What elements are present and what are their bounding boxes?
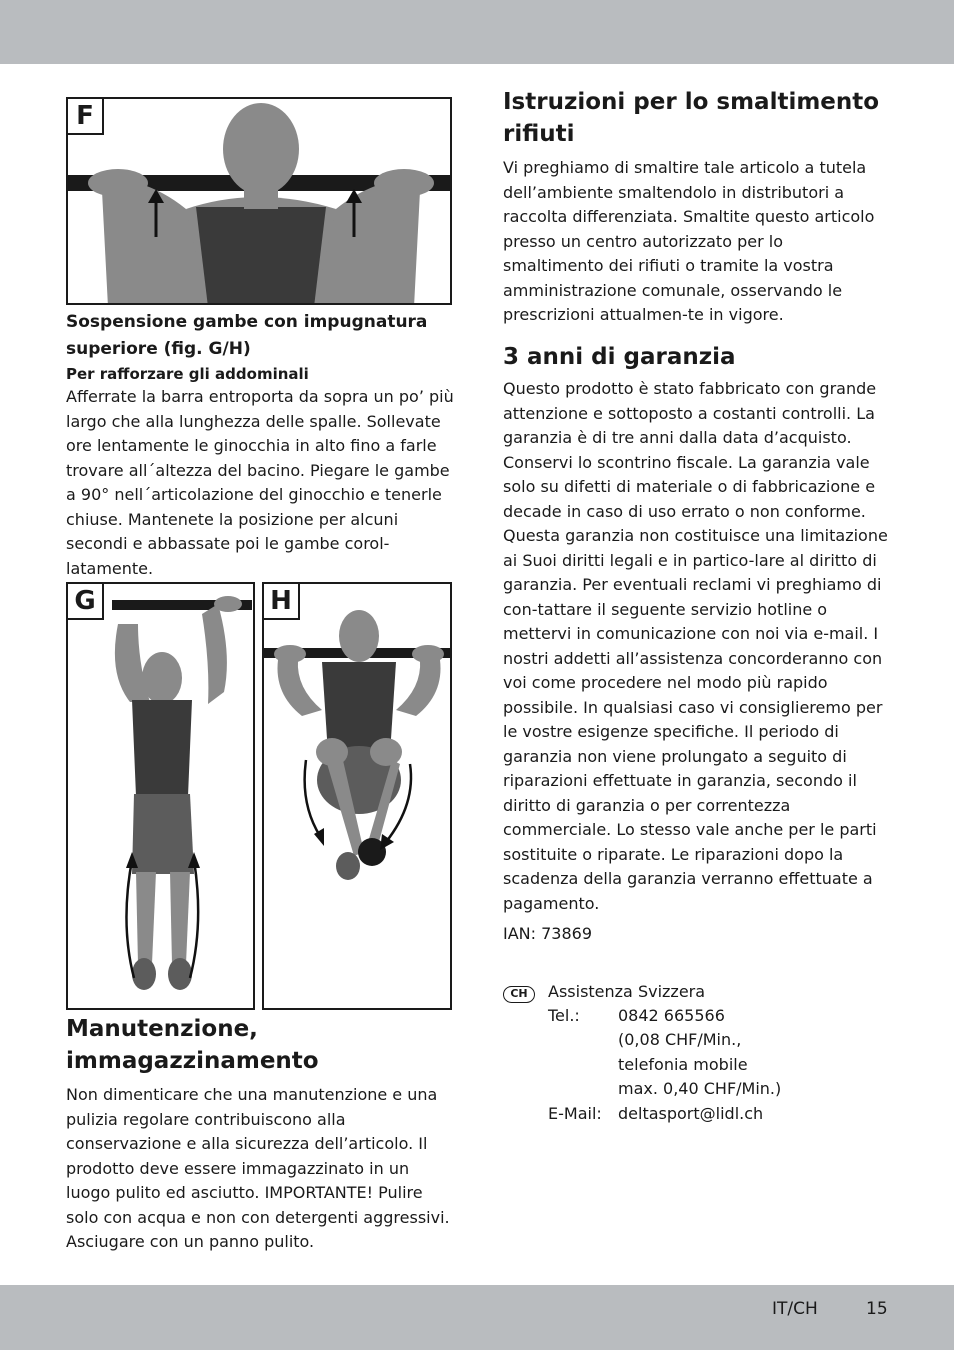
footer-language: IT/CH (772, 1299, 818, 1319)
figure-f (66, 97, 452, 305)
tel-rate-line3: max. 0,40 CHF/Min.) (618, 1079, 782, 1098)
page-number: 15 (866, 1299, 888, 1319)
figure-h (262, 582, 452, 1010)
exercise-section (66, 309, 456, 581)
exercise-text: Afferrate la barra entroporta da sopra un po’ più largo che alla lunghezza delle spalle. Sollevate ore lentamente le ginocchia in alto fino a farle trovare all´altezza del bacino. Piegare le gambe a 90° nell´articolazione del ginocchio e tenerle chiuse. Mantenete la posizione per alcuni secondi e abbassate poi le gambe corol-latamente. (66, 387, 454, 578)
disposal-section (503, 86, 888, 328)
tel-rate-line2: telefonia mobile (618, 1055, 748, 1074)
tel-rate-line1: (0,08 CHF/Min., (618, 1030, 742, 1049)
email-link[interactable]: deltasport@lidl.ch (618, 1104, 764, 1123)
figure-g (66, 582, 255, 1010)
figure-f-illustration (68, 99, 452, 305)
maintenance-title: Manutenzione, immagazzinamento (66, 1016, 319, 1074)
exercise-title: Sospensione gambe con impugnatura superiore (fig. G/H) (66, 312, 428, 359)
figure-g-label: G (66, 582, 104, 620)
warranty-section (503, 341, 888, 947)
figure-h-label: H (262, 582, 300, 620)
warranty-text: Questo prodotto è stato fabbricato con grande attenzione e sottoposto a costanti controlli. La garanzia è di tre anni dalla data d’acquisto. Conservi lo scontrino fiscale. La garanzia vale solo su difetti di materiale o di fabbricazione e decade in caso di uso errato o non conforme. Questa garanzia non costituisce una limitazione ai Suoi diritti legali e in partico-lare al diritto di garanzia. Per eventuali reclami vi preghiamo di con-tattare il seguente servizio hotline o mettervi in comunicazione con noi via e-mail. I nostri addetti all’assistenza concorderanno con voi come procedere nel modo più rapido possibile. In qualsiasi caso vi consiglieremo per le vostre esigenze specifiche. Il periodo di garanzia non viene prolungato a seguito di riparazioni effettuate in garanzia, secondo il diritto di garanzia o per correntezza commerciale. Lo stesso vale anche per le parti sostituite o riparate. Le riparazioni dopo la scadenza della garanzia verranno effettuate a pagamento. (503, 379, 888, 913)
exercise-subtitle: Per rafforzare gli addominali (66, 365, 309, 383)
maintenance-section (66, 1013, 456, 1255)
service-name: Assistenza Svizzera (548, 982, 706, 1001)
top-band (0, 0, 954, 64)
country-badge: CH (503, 986, 535, 1003)
maintenance-text: Non dimenticare che una manutenzione e una pulizia regolare contribuiscono alla conservazione e alla sicurezza dell’articolo. Il prodotto deve essere immagazzinato in un luogo pulito ed asciutto. IMPORTANTE! Pulire solo con acqua e non con detergenti aggressivi. Asciugare con un panno pulito. (66, 1085, 450, 1251)
ian-number: IAN: 73869 (503, 924, 593, 943)
email-label: E-Mail: (548, 1104, 602, 1123)
tel-number[interactable]: 0842 665566 (618, 1006, 725, 1025)
tel-label: Tel.: (548, 1006, 580, 1025)
figure-g-illustration (68, 584, 255, 1010)
disposal-title: Istruzioni per lo smaltimento rifiuti (503, 89, 880, 147)
figure-h-illustration (264, 584, 452, 1010)
warranty-title: 3 anni di garanzia (503, 344, 736, 370)
disposal-text: Vi preghiamo di smaltire tale articolo a tutela dell’ambiente smaltendolo in distributori a raccolta differenziata. Smaltite questo articolo presso un centro autorizzato per lo smaltimento dei rifiuti o tramite la vostra amministrazione comunale, osservando le prescrizioni attualmen-te in vigore. (503, 158, 875, 324)
figure-f-label: F (66, 97, 104, 135)
